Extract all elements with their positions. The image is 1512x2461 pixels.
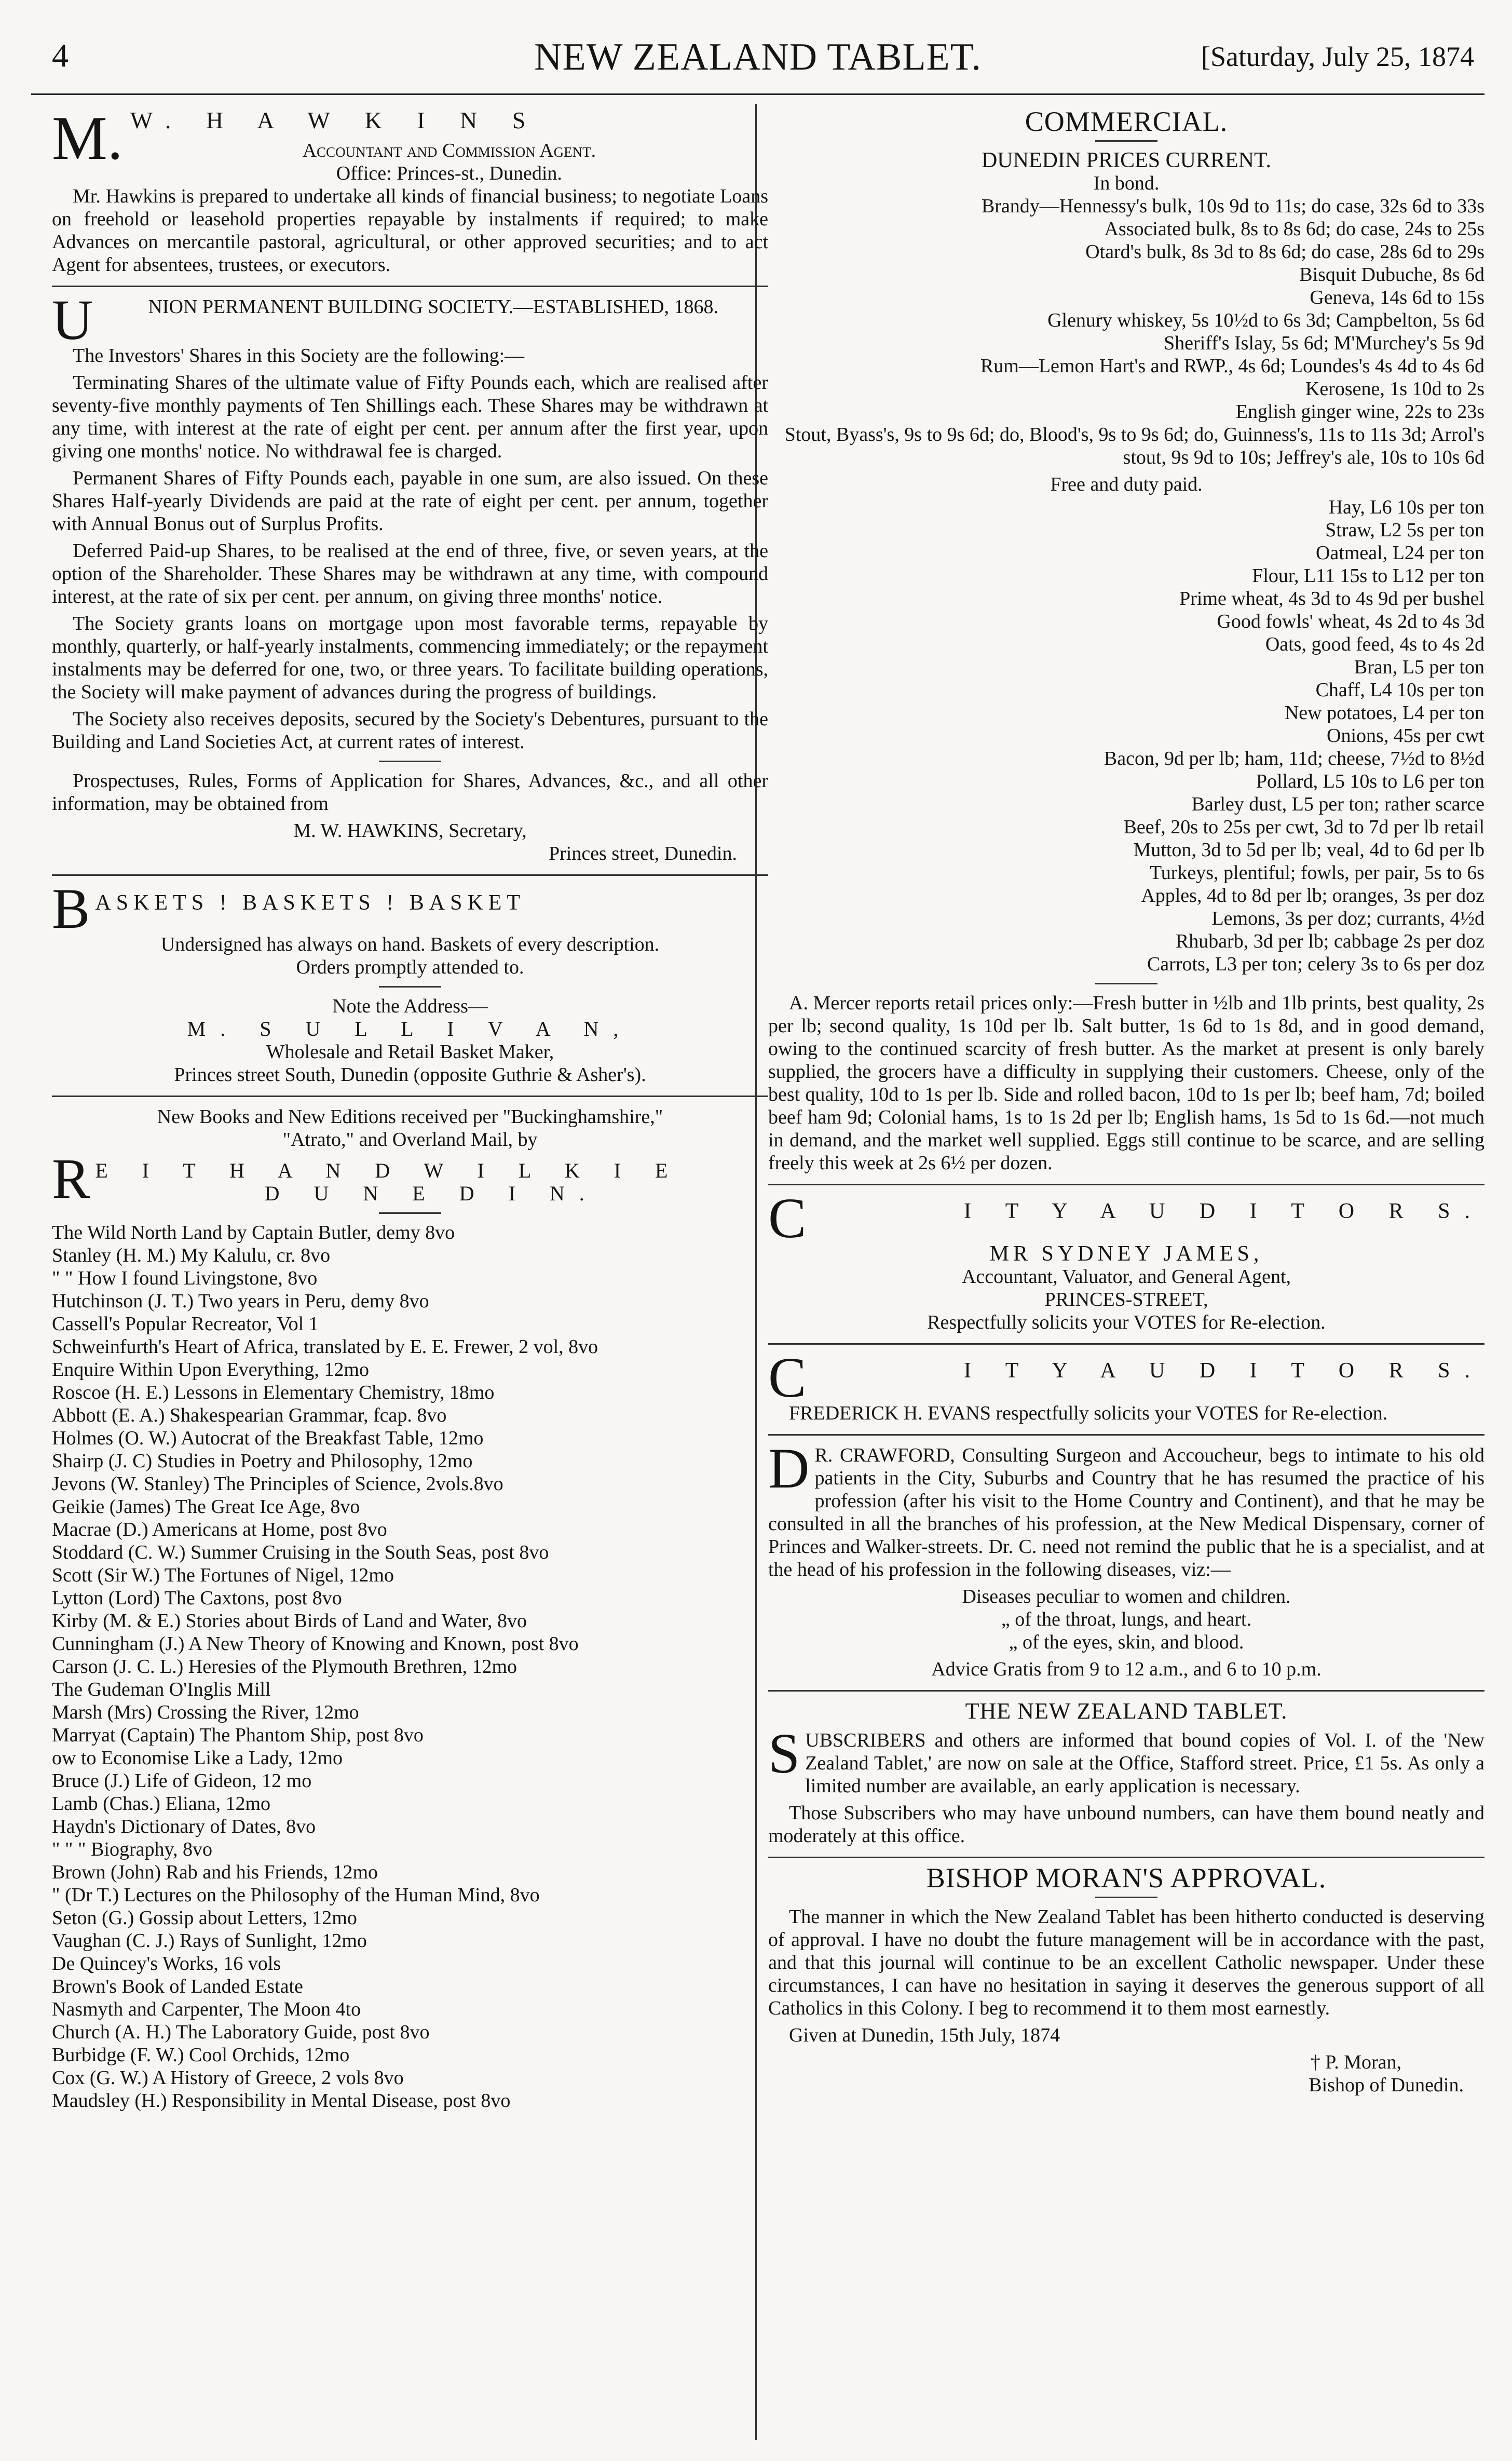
bond-price-list: [768, 195, 1484, 469]
tablet-dropcap: S: [768, 1729, 800, 1785]
free-paid-label: Free and duty paid.: [1050, 474, 1203, 495]
issue-date: [Saturday, July 25, 1874: [1201, 41, 1474, 72]
page-number: 4: [52, 37, 69, 74]
free-price-item: Onions, 45s per cwt: [1327, 725, 1484, 747]
hawkins-name: W. H A W K I N S: [130, 107, 540, 133]
divider: [768, 1184, 1484, 1185]
bond-price-item: Brandy—Hennessy's bulk, 10s 9d to 11s; do case, 32s 6d to 33s: [981, 195, 1484, 217]
divider: [768, 1690, 1484, 1692]
city1-title: I T Y A U D I T O R S.: [963, 1199, 1484, 1223]
crawford-disease-1: Diseases peculiar to women and children.: [962, 1586, 1291, 1607]
divider: [768, 1434, 1484, 1436]
prices-subheading: DUNEDIN PRICES CURRENT.: [981, 148, 1272, 172]
book-list-item: Jevons (W. Stanley) The Principles of Science, 2vols.8vo: [52, 1473, 503, 1495]
book-list-item: Cunningham (J.) A New Theory of Knowing and Known, post 8vo: [52, 1633, 579, 1655]
union-p5: The Society also receives deposits, secured by the Society's Debentures, pursuant to the Building and Land Societies Act, at current rates of interest.: [52, 708, 768, 753]
free-price-item: Prime wheat, 4s 3d to 4s 9d per bushel: [1179, 588, 1484, 610]
union-p3: Deferred Paid-up Shares, to be realised at the end of three, five, or seven years, at the option of the Shareholder. These Shares may be withdrawn at any time, with compound interest, at the rate of six per cent. per annum, on giving three months' notice.: [52, 540, 768, 607]
divider: [52, 874, 768, 876]
short-divider: [379, 761, 441, 762]
city1-role: Accountant, Valuator, and General Agent,: [961, 1266, 1291, 1288]
hawkins-office: Office: Princes-st., Dunedin.: [336, 163, 562, 184]
tablet-notice: [768, 1700, 1484, 1847]
short-divider: [379, 986, 441, 988]
free-price-item: Bran, L5 per ton: [1354, 656, 1484, 678]
union-signature-address: Princes street, Dunedin.: [548, 843, 737, 864]
book-list-item: Roscoe (H. E.) Lessons in Elementary Chemistry, 18mo: [52, 1382, 495, 1403]
crawford-dropcap: D: [768, 1444, 810, 1500]
crawford-disease-2: „ of the throat, lungs, and heart.: [1001, 1608, 1252, 1630]
baskets-name: M. S U L L I V A N,: [187, 1017, 633, 1040]
book-list-item: Geikie (James) The Great Ice Age, 8vo: [52, 1496, 360, 1518]
bond-price-item: Bisquit Dubuche, 8s 6d: [1299, 264, 1484, 286]
free-price-item: Flour, L11 15s to L12 per ton: [1252, 565, 1484, 587]
bond-price-item: English ginger wine, 22s to 23s: [1235, 401, 1484, 423]
crawford-disease-3: „ of the eyes, skin, and blood.: [1009, 1631, 1244, 1653]
baskets-address: Princes street South, Dunedin (opposite Guthrie & Asher's).: [174, 1064, 646, 1086]
book-list-item: Abbott (E. A.) Shakespearian Grammar, fcap. 8vo: [52, 1404, 447, 1426]
page-header: [31, 26, 1484, 95]
free-price-item: Turkeys, plentiful; fowls, per pair, 5s to 6s: [1149, 862, 1484, 884]
city2-dropcap: C: [768, 1353, 807, 1402]
hawkins-subtitle: Accountant and Commission Agent.: [302, 140, 596, 161]
crawford-ad: [768, 1444, 1484, 1681]
short-divider: [379, 1212, 441, 1214]
baskets-dropcap: B: [52, 884, 90, 933]
bishop-signature-2: Bishop of Dunedin.: [1309, 2074, 1464, 2096]
bishop-signature-1: † P. Moran,: [1310, 2051, 1401, 2073]
free-price-item: Carrots, L3 per ton; celery 3s to 6s per doz: [1147, 953, 1484, 975]
book-list-item: Maudsley (H.) Responsibility in Mental Disease, post 8vo: [52, 2090, 511, 2112]
book-list-item: The Wild North Land by Captain Butler, demy 8vo: [52, 1222, 455, 1243]
crawford-text: R. CRAWFORD, Consulting Surgeon and Accoucheur, begs to intimate to his old patients in the City, Suburbs and Country that he has resumed the practice of his profession (after his visit to the Home Country and Continent), and that he may be consulted in all the branches of his profession, at the New Medical Dispensary, corner of Princes and Walker-streets. Dr. C. need not remind the public that he is a specialist, and at the head of his profession in the following diseases, viz:—: [768, 1444, 1484, 1580]
baskets-line2: Orders promptly attended to.: [296, 956, 524, 978]
free-price-item: Oats, good feed, 4s to 4s 2d: [1265, 633, 1484, 655]
book-list-item: Lamb (Chas.) Eliana, 12mo: [52, 1793, 271, 1815]
book-list-item: Brown (John) Rab and his Friends, 12mo: [52, 1861, 378, 1883]
divider: [768, 1343, 1484, 1345]
free-price-item: Apples, 4d to 8d per lb; oranges, 3s per doz: [1141, 885, 1484, 907]
book-list-item: Burbidge (F. W.) Cool Orchids, 12mo: [52, 2044, 350, 2066]
book-list-item: Lytton (Lord) The Caxtons, post 8vo: [52, 1587, 342, 1609]
book-list-item: Marsh (Mrs) Crossing the River, 12mo: [52, 1701, 359, 1723]
book-list-item: Brown's Book of Landed Estate: [52, 1976, 303, 1997]
commercial-heading: COMMERCIAL.: [1025, 106, 1228, 137]
mercer-report: A. Mercer reports retail prices only:—Fresh butter in ½lb and 1lb prints, best quality, 2s per lb; second quality, 1s 10d per lb. Salt butter, 1s 6d to 1s 8d, and in good demand, owing to the continued scarcity of fresh butter. As the market at present is only barely supplied, the grocers have a difficulty in supplying their customers. Cheese, only of the best quality, 10d to 1s per lb. Side and rolled bacon, 10d to 1s per lb; beef ham, 7d; boiled beef ham 9d; Colonial hams, 1s to 1s 2d per lb; English hams, 1s 5d to 1s 6d.—not much in demand, and the market well supplied. Eggs still continue to be scarce, and are selling freely this week at 2s 6½ per dozen.: [768, 992, 1484, 1174]
baskets-ad: [52, 884, 768, 1086]
free-price-item: Hay, L6 10s per ton: [1328, 496, 1484, 518]
free-price-item: Straw, L2 5s per ton: [1325, 519, 1484, 541]
book-list-item: Church (A. H.) The Laboratory Guide, post 8vo: [52, 2021, 430, 2043]
city1-street: PRINCES-STREET,: [1044, 1289, 1208, 1310]
city-auditors-ad-1: [768, 1194, 1484, 1334]
baskets-line1: Undersigned has always on hand. Baskets of every description.: [160, 934, 660, 955]
book-list-item: Carson (J. C. L.) Heresies of the Plymouth Brethren, 12mo: [52, 1656, 517, 1678]
book-list-item: Shairp (J. C) Studies in Poetry and Philosophy, 12mo: [52, 1450, 473, 1472]
tablet-p1: UBSCRIBERS and others are informed that bound copies of Vol. I. of the 'New Zealand Tablet,' are now on sale at the Office, Stafford street. Price, £1 5s. As only a limited number are available, an early application is necessary.: [805, 1729, 1484, 1797]
bishop-text: The manner in which the New Zealand Tablet has been hitherto conducted is deserving of approval. I have no doubt the future management will be in accordance with the past, and that this journal will continue to be an excellent Catholic newspaper. Under these circumstances, I can have no hesitation in saying it deserves the generous support of all Catholics in this Colony. I beg to recommend it to them most earnestly.: [768, 1906, 1484, 2019]
union-p4: The Society grants loans on mortgage upon most favorable terms, repayable by monthly, quarterly, or half-yearly instalments, commencing immediately; or the repayment instalments may be deferred for one, two, or three years. To facilitate building operations, the Society will make payment of advances during the progress of buildings.: [52, 613, 768, 703]
book-list-item: Stanley (H. M.) My Kalulu, cr. 8vo: [52, 1245, 331, 1266]
free-price-item: Mutton, 3d to 5d per lb; veal, 4d to 6d per lb: [1133, 839, 1484, 861]
book-list-item: Cox (G. W.) A History of Greece, 2 vols 8vo: [52, 2067, 404, 2089]
union-signature-name: M. W. HAWKINS, Secretary,: [293, 820, 527, 842]
book-list-item: Hutchinson (J. T.) Two years in Peru, demy 8vo: [52, 1290, 429, 1312]
free-price-item: Rhubarb, 3d per lb; cabbage 2s per doz: [1175, 930, 1484, 952]
city-auditors-ad-2: [768, 1353, 1484, 1425]
bishop-given: Given at Dunedin, 15th July, 1874: [789, 2024, 1060, 2046]
book-list-item: De Quincey's Works, 16 vols: [52, 1953, 281, 1975]
book-list-item: Enquire Within Upon Everything, 12mo: [52, 1359, 369, 1381]
book-list-item: Seton (G.) Gossip about Letters, 12mo: [52, 1907, 357, 1929]
baskets-title: ASKETS ! BASKETS ! BASKET: [95, 891, 526, 915]
book-list-item: Macrae (D.) Americans at Home, post 8vo: [52, 1519, 387, 1540]
bond-price-item: Otard's bulk, 8s 3d to 8s 6d; do case, 28s 6d to 29s: [1085, 241, 1484, 263]
book-list-item: Marryat (Captain) The Phantom Ship, post 8vo: [52, 1724, 424, 1746]
book-list-item: Cassell's Popular Recreator, Vol 1: [52, 1313, 319, 1335]
book-list-item: " " How I found Livingstone, 8vo: [52, 1267, 318, 1289]
free-price-list: [768, 496, 1484, 976]
book-list-item: Holmes (O. W.) Autocrat of the Breakfast Table, 12mo: [52, 1427, 484, 1449]
books-intro-2: "Atrato," and Overland Mail, by: [282, 1129, 538, 1151]
bishop-heading: BISHOP MORAN'S APPROVAL.: [926, 1862, 1327, 1894]
union-title: NION PERMANENT BUILDING SOCIETY.—ESTABLISHED, 1868.: [148, 296, 719, 318]
book-list-item: Bruce (J.) Life of Gideon, 12 mo: [52, 1770, 312, 1792]
book-list-item: Kirby (M. & E.) Stories about Birds of Land and Water, 8vo: [52, 1610, 527, 1632]
bond-price-item: Sheriff's Islay, 5s 6d; M'Murchey's 5s 9d: [1164, 332, 1484, 354]
book-list-item: Schweinfurth's Heart of Africa, translated by E. E. Frewer, 2 vol, 8vo: [52, 1336, 598, 1358]
book-list-item: Scott (Sir W.) The Fortunes of Nigel, 12mo: [52, 1564, 394, 1586]
union-p6: Prospectuses, Rules, Forms of Application for Shares, Advances, &c., and all other information, may be obtained from: [52, 770, 768, 815]
book-list-item: Nasmyth and Carpenter, The Moon 4to: [52, 1998, 361, 2020]
free-price-item: Barley dust, L5 per ton; rather scarce: [1191, 793, 1484, 815]
book-list-item: ow to Economise Like a Lady, 12mo: [52, 1747, 343, 1769]
hawkins-dropcap: M.: [52, 104, 123, 172]
free-price-item: Beef, 20s to 25s per cwt, 3d to 7d per lb retail: [1123, 816, 1484, 838]
bond-price-item: Stout, Byass's, 9s to 9s 6d; do, Blood's, 9s to 9s 6d; do, Guinness's, 11s to 11s 3d; Arrol's stout, 9s 9d to 10s; Jeffrey's ale, 10s to 10s 6d: [784, 424, 1484, 468]
baskets-role: Wholesale and Retail Basket Maker,: [266, 1041, 554, 1063]
reith-wilkie-ad: [52, 1105, 768, 2112]
hawkins-ad: [52, 104, 768, 276]
book-list-item: Stoddard (C. W.) Summer Cruising in the South Seas, post 8vo: [52, 1541, 549, 1563]
hawkins-body: Mr. Hawkins is prepared to undertake all kinds of financial business; to negotiate Loans on freehold or leasehold properties repayable by instalments if required; to make Advances on mercantile pastoral, agricultural, or other approved securities; and to act Agent for absentees, trustees, or executors.: [52, 185, 768, 276]
free-price-item: Good fowls' wheat, 4s 2d to 4s 3d: [1217, 611, 1484, 632]
book-list-item: " " " Biography, 8vo: [52, 1838, 212, 1860]
book-list-item: Vaughan (C. J.) Rays of Sunlight, 12mo: [52, 1930, 367, 1952]
crawford-advice: Advice Gratis from 9 to 12 a.m., and 6 to 10 p.m.: [931, 1658, 1322, 1680]
books-firm-name: E I T H A N D W I L K I E: [95, 1159, 683, 1182]
union-p2: Permanent Shares of Fifty Pounds each, payable in one sum, are also issued. On these Shares Half-yearly Dividends are paid at the rate of eight per cent. per annum, together with Annual Bonus out of Surplus Profits.: [52, 467, 768, 535]
union-society-ad: [52, 295, 768, 865]
bond-price-item: Geneva, 14s 6d to 15s: [1310, 287, 1484, 308]
left-column: [52, 104, 768, 2121]
commercial-section: [768, 106, 1484, 1174]
books-dropcap: R: [52, 1154, 90, 1205]
free-price-item: Chaff, L4 10s per ton: [1315, 679, 1484, 701]
short-divider: [1095, 140, 1157, 142]
short-divider: [1095, 1897, 1157, 1898]
book-list: [52, 1221, 768, 2112]
bond-price-item: Glenury whiskey, 5s 10½d to 6s 3d; Campbelton, 5s 6d: [1047, 309, 1484, 331]
books-firm-place: D U N E D I N.: [264, 1182, 599, 1205]
union-intro: The Investors' Shares in this Society are the following:—: [73, 345, 525, 367]
bond-price-item: Kerosene, 1s 10d to 2s: [1305, 378, 1484, 400]
free-price-item: Lemons, 3s per doz; currants, 4½d: [1211, 908, 1484, 929]
city1-name: MR SYDNEY JAMES,: [989, 1242, 1263, 1266]
free-price-item: Pollard, L5 10s to L6 per ton: [1256, 770, 1484, 792]
book-list-item: " (Dr T.) Lectures on the Philosophy of the Human Mind, 8vo: [52, 1884, 540, 1906]
tablet-heading: THE NEW ZEALAND TABLET.: [965, 1698, 1288, 1724]
in-bond-label: In bond.: [1093, 172, 1160, 194]
divider: [768, 1857, 1484, 1858]
city2-title: I T Y A U D I T O R S.: [963, 1359, 1484, 1383]
book-list-item: Haydn's Dictionary of Dates, 8vo: [52, 1816, 316, 1837]
book-list-item: The Gudeman O'Inglis Mill: [52, 1679, 271, 1700]
city1-solicit: Respectfully solicits your VOTES for Re-election.: [927, 1311, 1326, 1333]
short-divider: [1095, 983, 1157, 984]
baskets-note: Note the Address—: [332, 995, 488, 1017]
union-p1: Terminating Shares of the ultimate value of Fifty Pounds each, which are realised after seventy-five monthly payments of Ten Shillings each. These Shares may be withdrawn at any time, with interest at the rate of eight per cent. per annum after the first year, upon giving one months' notice. No withdrawal fee is charged.: [52, 372, 768, 462]
divider: [52, 1096, 768, 1097]
bond-price-item: Rum—Lemon Hart's and RWP., 4s 6d; Loundes's 4s 4d to 4s 6d: [980, 355, 1484, 377]
divider: [52, 286, 768, 287]
right-column: [768, 104, 1484, 2106]
bishop-approval: [768, 1862, 1484, 2097]
city1-dropcap: C: [768, 1194, 807, 1242]
city2-text: FREDERICK H. EVANS respectfully solicits your VOTES for Re-election.: [789, 1402, 1388, 1424]
bond-price-item: Associated bulk, 8s to 8s 6d; do case, 24s to 25s: [1104, 218, 1484, 240]
books-intro-1: New Books and New Editions received per "Buckinghamshire,": [157, 1106, 663, 1128]
free-price-item: New potatoes, L4 per ton: [1284, 702, 1484, 724]
masthead-title: NEW ZEALAND TABLET.: [534, 36, 982, 78]
union-dropcap: U: [52, 295, 93, 344]
free-price-item: Oatmeal, L24 per ton: [1315, 542, 1484, 564]
tablet-p2: Those Subscribers who may have unbound numbers, can have them bound neatly and moderately at this office.: [768, 1802, 1484, 1847]
free-price-item: Bacon, 9d per lb; ham, 11d; cheese, 7½d to 8½d: [1104, 748, 1484, 769]
